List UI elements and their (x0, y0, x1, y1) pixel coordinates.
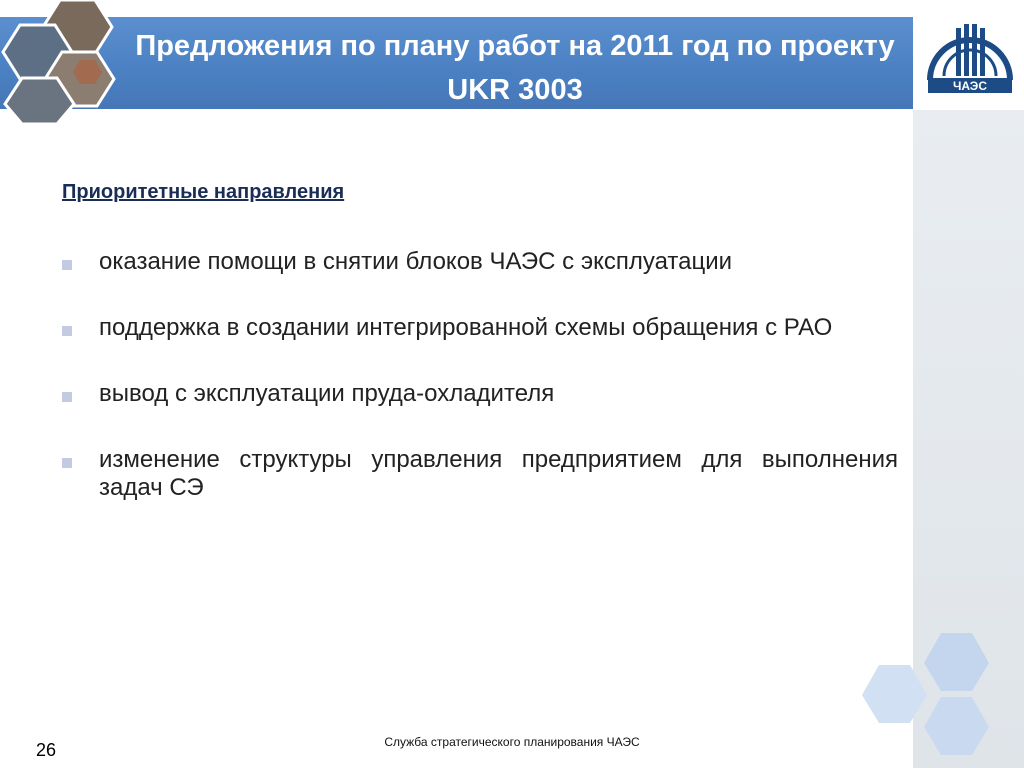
priority-list (62, 248, 898, 540)
logo-inner-arc (944, 50, 996, 76)
list-item (62, 314, 898, 342)
square-bullet-icon (62, 260, 72, 270)
decor-hex-top (924, 633, 989, 691)
chaes-logo (922, 18, 1018, 96)
footer-text: Служба стратегического планирования ЧАЭС (384, 735, 640, 749)
square-bullet-icon (62, 458, 72, 468)
page-number: 26 (36, 740, 57, 760)
list-item-text: поддержка в создании интегрированной схемы обращения с РАО (99, 314, 833, 341)
list-item-text: оказание помощи в снятии блоков ЧАЭС с эксплуатации (99, 248, 733, 275)
slide-title: Предложения по плану работ на 2011 год по проекту UKR 3003 (135, 30, 895, 106)
square-bullet-icon (62, 392, 72, 402)
list-item (62, 446, 898, 502)
square-bullet-icon (62, 326, 72, 336)
list-item (62, 380, 898, 408)
decor-hex-left (862, 665, 927, 723)
hexagon-photo-collage (0, 0, 140, 125)
section-subtitle: Приоритетные направления (62, 181, 345, 203)
list-item (62, 248, 898, 276)
logo-text: ЧАЭС (952, 79, 988, 93)
list-item-text: изменение структуры управления предприятием для выполнения задач СЭ (99, 446, 898, 501)
logo-dome-outline (930, 40, 1010, 80)
list-item-text: вывод с эксплуатации пруда-охладителя (99, 380, 555, 407)
